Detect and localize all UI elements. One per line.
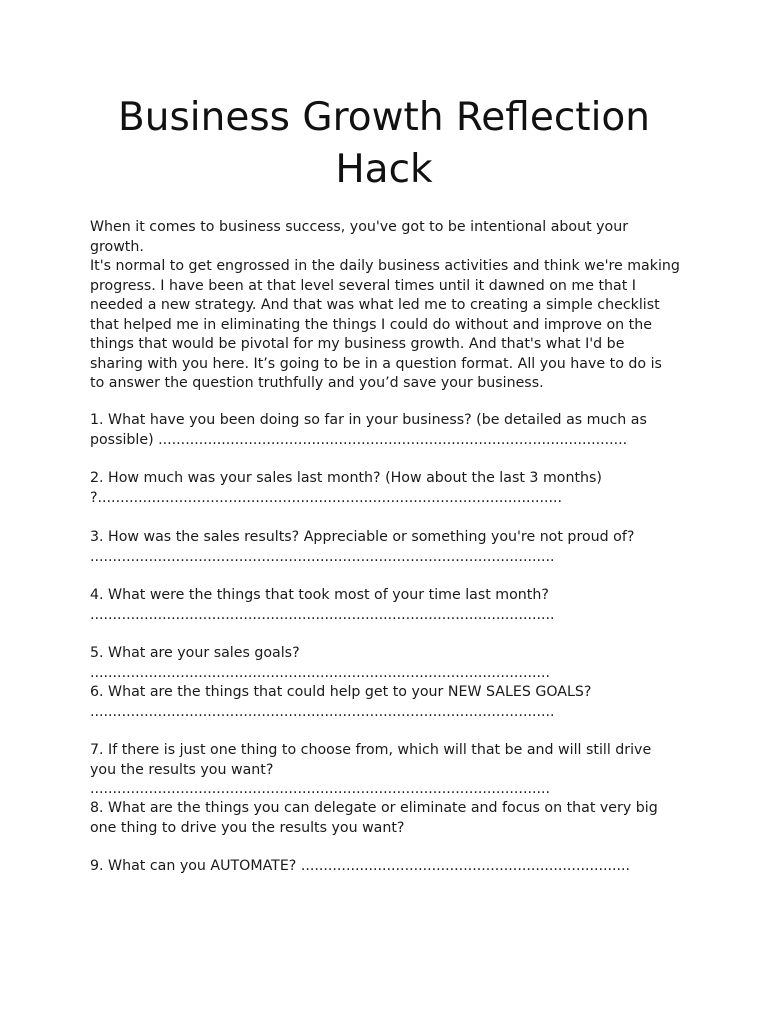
- question-6: 6. What are the things that could help get to your NEW SALES GOALS? .......................................................................................................: [90, 684, 592, 720]
- question-2: 2. How much was your sales last month? (How about the last 3 months) ?.......................................................................................................: [90, 470, 602, 506]
- question-1: 1. What have you been doing so far in your business? (be detailed as much as possible) ........................................................................................................: [90, 412, 647, 448]
- question-8: 8. What are the things you can delegate or eliminate and focus on that very big one thing to drive you the results you want?: [90, 800, 658, 836]
- page-title: Business Growth Reflection Hack: [118, 95, 650, 192]
- question-5: 5. What are your sales goals? ......................................................................................................: [90, 645, 550, 681]
- body-paragraph: It's normal to get engrossed in the daily business activities and think we're making progress. I have been at that level several times until it dawned on me that I needed a new strategy. And that was what led me to creating a simple checklist that helped me in eliminating the things I could do without and improve on the things that would be pivotal for my business growth. And that's what I'd be sharing with you here. It’s going to be in a question format. All you have to do is to answer the question truthfully and you’d save your business.: [90, 258, 680, 391]
- question-7: 7. If there is just one thing to choose from, which will that be and will still drive you the results you want? ......................................................................................................: [90, 742, 652, 797]
- intro-text: When it comes to business success, you've got to be intentional about your growth.: [90, 219, 629, 255]
- question-3: 3. How was the sales results? Appreciable or something you're not proud of? .......................................................................................................: [90, 529, 635, 565]
- question-9: 9. What can you AUTOMATE? .........................................................................: [90, 858, 631, 874]
- question-4: 4. What were the things that took most of your time last month? .......................................................................................................: [90, 587, 555, 623]
